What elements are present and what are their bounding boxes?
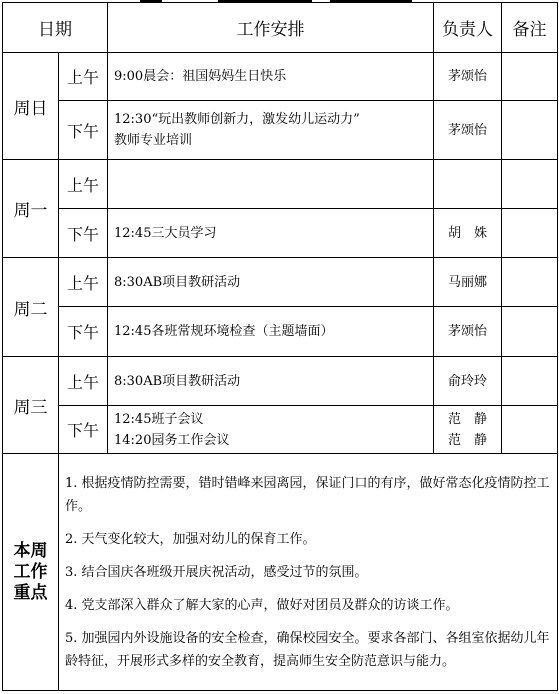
day-label: 周日 [3,53,59,160]
owner-cell [434,307,502,357]
task-cell-line: 8:30AB项目教研活动 [114,373,241,389]
owner-cell [434,53,502,101]
owner-cell-line: 茅颂怡 [447,69,487,84]
notes-cell [502,307,558,357]
task-cell [108,101,434,160]
morning-label: 上午 [59,53,108,101]
focus-item: 2. 天气变化较大，加强对幼儿的保育工作。 [65,531,316,547]
morning-label: 上午 [59,357,108,406]
notes-cell [502,357,558,406]
task-cell-line: 9:00晨会：祖国妈妈生日快乐 [114,69,287,84]
weekly-schedule-table [2,2,558,691]
afternoon-label: 下午 [59,406,108,454]
header-owner: 负责人 [434,3,502,53]
schedule-row [3,53,558,101]
focus-item: 4. 党支部深入群众了解大家的心声，做好对团员及群众的访谈工作。 [65,597,459,613]
task-cell [108,406,434,454]
afternoon-label: 下午 [59,307,108,357]
schedule-row [3,406,558,454]
task-cell-line: 教师专业培训 [114,133,193,148]
weekly-focus-label-line: 本周 [13,540,48,561]
morning-label: 上午 [59,258,108,307]
owner-cell-line: 胡 姝 [447,225,487,241]
schedule-row [3,307,558,357]
task-cell-line: 12:45班子会议 [114,411,204,427]
owner-cell [434,357,502,406]
header-notes: 备注 [502,3,558,53]
notes-cell [502,53,558,101]
owner-cell-line: 俞玲玲 [447,373,487,389]
owner-cell-line: 范 静 [447,411,487,427]
weekly-focus-label-line: 工作 [13,561,48,582]
notes-cell [502,406,558,454]
task-cell [108,258,434,307]
schedule-row [3,209,558,258]
weekly-focus-list [59,454,558,691]
day-label: 周三 [3,357,59,454]
task-cell-line: 12:45各班常规环境检查（主题墙面） [114,324,334,339]
owner-cell [434,160,502,209]
notes-cell [502,209,558,258]
day-label: 周二 [3,258,59,357]
task-cell [108,357,434,406]
weekly-focus-row [3,454,558,691]
task-cell [108,53,434,101]
notes-cell [502,160,558,209]
weekly-focus-label-line: 重点 [13,582,48,603]
owner-cell-line: 茅颂怡 [447,324,487,339]
focus-item: 5. 加强园内外设施设备的安全检查，确保校园安全。要求各部门、各组室依据幼儿年龄特征，开展形式多样的安全教育，提高师生安全防范意识与能力。 [65,630,550,669]
owner-cell [434,209,502,258]
schedule-row [3,258,558,307]
schedule-row [3,160,558,209]
header-row [3,3,558,53]
task-cell [108,307,434,357]
task-cell-line: 8:30AB项目教研活动 [114,274,241,290]
weekly-focus-label [3,454,59,691]
owner-cell-line: 马丽娜 [447,274,487,290]
owner-cell [434,406,502,454]
schedule-row [3,101,558,160]
focus-item: 3. 结合国庆各班级开展庆祝活动，感受过节的氛围。 [65,564,368,580]
notes-cell [502,101,558,160]
task-cell-line: 14:20园务工作会议 [114,432,230,448]
task-cell [108,209,434,258]
afternoon-label: 下午 [59,209,108,258]
schedule-row [3,357,558,406]
owner-cell [434,101,502,160]
afternoon-label: 下午 [59,101,108,160]
owner-cell [434,258,502,307]
task-cell [108,160,434,209]
header-date: 日期 [3,3,108,53]
day-label: 周一 [3,160,59,258]
notes-cell [502,258,558,307]
morning-label: 上午 [59,160,108,209]
task-cell-line: 12:30“玩出教师创新力，激发幼儿运动力” [114,112,360,127]
owner-cell-line: 范 静 [447,432,487,448]
header-schedule: 工作安排 [108,3,434,53]
owner-cell-line: 茅颂怡 [447,122,487,138]
focus-item: 1. 根据疫情防控需要，错时错峰来园离园，保证门口的有序，做好常态化疫情防控工作。 [65,475,550,514]
task-cell-line: 12:45三大员学习 [114,225,217,241]
